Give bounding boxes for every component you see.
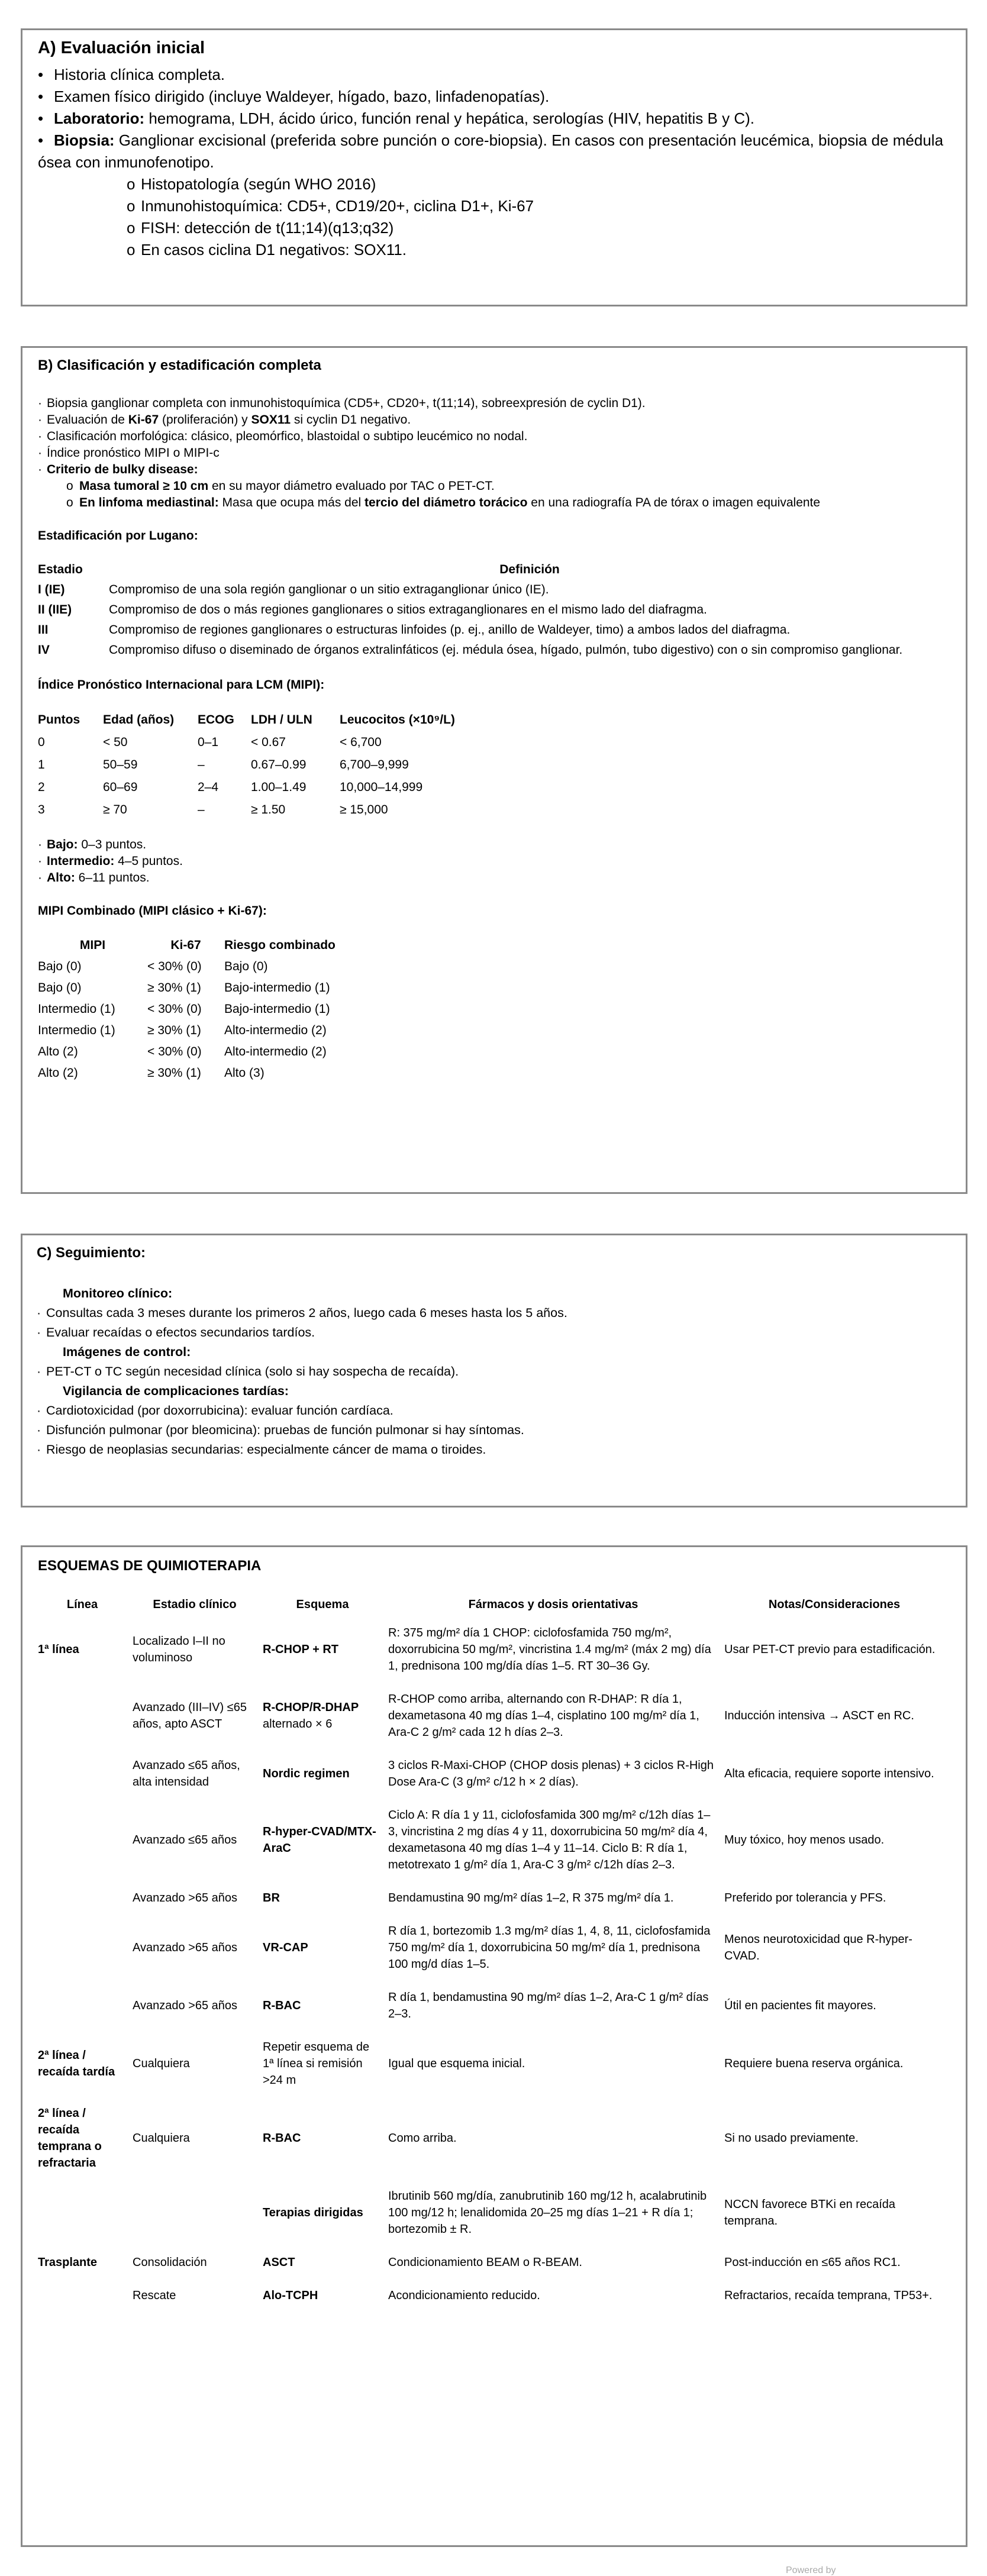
- table-row: [38, 1616, 950, 1683]
- column-header-notas: Notas/Consideraciones: [768, 1598, 901, 1611]
- list-item-text: [79, 496, 820, 509]
- stage-cell: IV: [38, 643, 50, 657]
- table-header-row: [38, 560, 950, 580]
- bullet-marker: o: [66, 479, 73, 493]
- esquema-cell: [263, 2180, 388, 2246]
- list-item-text: [47, 463, 198, 476]
- list-subitem: [38, 195, 950, 217]
- column-header-esquema: Esquema: [296, 1598, 349, 1611]
- text-segment: Biopsia:: [54, 131, 115, 149]
- chemo-schemes-table: [38, 1598, 950, 2312]
- table-cell: Bajo-intermedio (1): [224, 981, 330, 995]
- farmacos-cell: R día 1, bortezomib 1.3 mg/m² días 1, 4, 8, 11, ciclofosfamida 750 mg/m² día 1, doxorrubicina 50 mg/m² día 1, prednisona 100 mg/d días 1–5.: [388, 1925, 711, 1971]
- definition-cell: Compromiso de dos o más regiones ganglionares o sitios extraganglionares en el mismo lado del diafragma.: [109, 603, 707, 616]
- list-item: [38, 108, 950, 130]
- text-segment: en su mayor diámetro evaluado por TAC o PET-CT.: [208, 479, 495, 493]
- column-header-estadio: Estadio clínico: [153, 1598, 237, 1611]
- text-segment: en una radiografía PA de tórax o imagen equivalente: [527, 496, 821, 509]
- bullet-marker: o: [127, 219, 136, 237]
- list-item: [37, 1440, 951, 1460]
- farmacos-cell: Igual que esquema inicial.: [388, 2057, 525, 2070]
- linea-cell: [38, 1799, 133, 1881]
- section-clasificacion-estadificacion: [21, 346, 967, 1194]
- list-item: [37, 1284, 951, 1303]
- list-item-text: PET-CT o TC según necesidad clínica (solo si hay sospecha de recaída).: [46, 1364, 459, 1379]
- list-item-text: [47, 446, 220, 460]
- table-cell: < 50: [103, 735, 128, 749]
- bullet-marker: ·: [38, 463, 42, 476]
- estadio-cell: Consolidación: [133, 2256, 207, 2269]
- estadio-cell: Cualquiera: [133, 2057, 190, 2070]
- bullet-marker: •: [38, 66, 44, 83]
- table-row: [38, 1981, 950, 2031]
- definition-cell: Compromiso de una sola región ganglionar o un sitio extraganglionar único (IE).: [109, 583, 549, 596]
- table-cell: 10,000–14,999: [340, 780, 423, 794]
- text-segment: SOX11: [251, 413, 291, 427]
- table-row: [38, 2246, 950, 2279]
- bullet-marker: ·: [38, 854, 42, 868]
- list-item: [38, 495, 950, 511]
- estadio-cell: Avanzado ≤65 años: [133, 1833, 237, 1847]
- text-segment: alternado × 6: [263, 1718, 333, 1731]
- risk-text: 4–5 puntos.: [114, 854, 183, 868]
- table-cell: Alto-intermedio (2): [224, 1045, 327, 1058]
- table-header-cell: Edad (años): [103, 713, 175, 727]
- list-item-text: Imágenes de control:: [63, 1345, 191, 1359]
- esquema-cell: [263, 1915, 388, 1981]
- linea-cell: 1ª línea: [38, 1643, 79, 1656]
- text-segment: Criterio de bulky disease:: [47, 463, 198, 476]
- text-segment: Repetir esquema de 1ª línea si remisión >24 m: [263, 2041, 370, 2087]
- esquema-cell: [263, 1881, 388, 1915]
- text-segment: Ki-67: [128, 413, 159, 427]
- bullet-marker: ·: [37, 1306, 41, 1320]
- bullet-marker: ·: [38, 838, 42, 851]
- list-item-text: Consultas cada 3 meses durante los primeros 2 años, luego cada 6 meses hasta los 5 años.: [46, 1306, 567, 1320]
- table-row: [38, 600, 950, 620]
- table-row: [38, 640, 950, 660]
- risk-label: Intermedio:: [47, 854, 115, 868]
- table-cell: 0.67–0.99: [251, 758, 307, 771]
- table-header-cell: Leucocitos (×10⁹/L): [340, 713, 455, 727]
- text-segment: R-hyper-CVAD/MTX-AraC: [263, 1825, 376, 1855]
- table-row: [38, 977, 473, 999]
- text-segment: Evaluación de: [47, 413, 128, 427]
- text-segment: Historia clínica completa.: [54, 66, 225, 83]
- risk-text: 0–3 puntos.: [78, 838, 147, 851]
- linea-cell: [38, 2180, 133, 2246]
- linea-cell: [38, 1881, 133, 1915]
- notas-cell: Post-inducción en ≤65 años RC1.: [724, 2256, 901, 2269]
- mipi-combined-table: [38, 935, 473, 1084]
- estadio-cell: Avanzado >65 años: [133, 1999, 238, 2012]
- table-row: [38, 776, 523, 799]
- table-cell: 0–1: [198, 735, 219, 749]
- list-item-text: En casos ciclina D1 negativos: SOX11.: [141, 241, 407, 259]
- mipi-risk-list: [38, 837, 950, 886]
- esquema-cell: [263, 1799, 388, 1881]
- farmacos-cell: Como arriba.: [388, 2132, 457, 2145]
- list-item: [38, 445, 950, 461]
- table-cell: ≥ 30% (1): [147, 1024, 201, 1037]
- estadio-cell: [133, 2180, 263, 2246]
- text-segment: Nordic regimen: [263, 1767, 350, 1780]
- linea-cell: 2ª línea / recaída temprana o refractaria: [38, 2107, 102, 2170]
- stage-cell: III: [38, 623, 49, 637]
- text-segment: Examen físico dirigido (incluye Waldeyer, hígado, bazo, linfadenopatías).: [54, 88, 550, 105]
- table-cell: Bajo (0): [224, 960, 268, 973]
- table-row: [38, 731, 523, 754]
- table-cell: Alto (2): [38, 1045, 78, 1058]
- table-cell: Intermedio (1): [38, 1002, 115, 1016]
- text-segment: hemograma, LDH, ácido úrico, función renal y hepática, serologías (HIV, hepatitis B y C).: [144, 109, 754, 127]
- table-cell: < 0.67: [251, 735, 286, 749]
- section-a-title: A) Evaluación inicial: [38, 38, 205, 57]
- text-segment: (proliferación) y: [159, 413, 251, 427]
- text-segment: si cyclin D1 negativo.: [291, 413, 411, 427]
- section-evaluacion-inicial: [21, 28, 967, 306]
- section-c-list: [37, 1284, 951, 1460]
- mipi-c-heading: MIPI Combinado (MIPI clásico + Ki-67):: [38, 904, 267, 918]
- section-b-title: B) Clasificación y estadificación completa: [38, 357, 321, 373]
- list-subitem: [38, 217, 950, 239]
- risk-level-item: [38, 837, 950, 853]
- table-cell: 1.00–1.49: [251, 780, 307, 794]
- list-item-text: Riesgo de neoplasias secundarias: especialmente cáncer de mama o tiroides.: [46, 1442, 486, 1457]
- notas-cell: NCCN favorece BTKi en recaída temprana.: [724, 2198, 896, 2228]
- list-item-text: Monitoreo clínico:: [63, 1286, 173, 1300]
- text-segment: Biopsia ganglionar completa con inmunohistoquímica (CD5+, CD20+, t(11;14), sobreexpresión de cyclin D1).: [47, 396, 646, 410]
- table-header-row: [38, 1598, 950, 1616]
- list-subitem: [38, 173, 950, 195]
- table-header-row: [38, 709, 523, 731]
- esquema-cell: [263, 1616, 388, 1683]
- table-cell: < 30% (0): [147, 960, 202, 973]
- list-item-text: Histopatología (según WHO 2016): [141, 175, 376, 193]
- table-row: [38, 1683, 950, 1749]
- table-cell: –: [198, 803, 205, 816]
- bullet-marker: ·: [37, 1325, 41, 1339]
- list-item-text: [54, 88, 549, 105]
- table-cell: 0: [38, 735, 45, 749]
- linea-cell: Trasplante: [38, 2256, 98, 2269]
- table-cell: 3: [38, 803, 45, 816]
- table-header-cell: ECOG: [198, 713, 234, 727]
- linea-cell: 2ª línea / recaída tardía: [38, 2049, 115, 2078]
- list-item: [38, 395, 950, 412]
- table-cell: ≥ 15,000: [340, 803, 388, 816]
- lugano-staging-table: [38, 560, 950, 660]
- bullet-marker: o: [127, 197, 136, 215]
- table-cell: < 30% (0): [147, 1002, 202, 1016]
- table-header-row: [38, 935, 473, 956]
- table-cell: Alto (3): [224, 1066, 265, 1080]
- column-header-ki67: Ki-67: [170, 938, 201, 952]
- linea-cell: [38, 1981, 133, 2031]
- table-row: [38, 1041, 473, 1063]
- text-segment: Ganglionar excisional (preferida sobre punción o core-biopsia). En casos con presentación leucémica, biopsia de médula ósea con inmunofenotipo.: [38, 131, 944, 171]
- table-row: [38, 2097, 950, 2180]
- definition-cell: Compromiso difuso o diseminado de órganos extralinfáticos (ej. médula ósea, hígado, pulmón, tubo digestivo) con o sin compromiso ganglionar.: [109, 643, 903, 657]
- text-segment: VR-CAP: [263, 1941, 308, 1954]
- list-item-text: [47, 413, 411, 427]
- bullet-marker: •: [38, 109, 44, 127]
- definition-cell: Compromiso de regiones ganglionares o estructuras linfoides (p. ej., anillo de Waldeyer, timo) a ambos lados del diafragma.: [109, 623, 791, 637]
- bullet-marker: ·: [38, 413, 42, 427]
- estadio-cell: Avanzado ≤65 años, alta intensidad: [133, 1759, 240, 1789]
- notas-cell: Si no usado previamente.: [724, 2132, 859, 2145]
- section-c-title: C) Seguimiento:: [37, 1245, 146, 1261]
- list-item: [38, 478, 950, 495]
- chemo-table-body: [38, 1616, 950, 2312]
- list-item: [37, 1342, 951, 1362]
- table-cell: ≥ 30% (1): [147, 1066, 201, 1080]
- table-cell: 1: [38, 758, 45, 771]
- table-row: [38, 620, 950, 640]
- estadio-cell: Avanzado >65 años: [133, 1891, 238, 1904]
- text-segment: Clasificación morfológica: clásico, pleomórfico, blastoidal o subtipo leucémico no nodal.: [47, 430, 528, 443]
- table-cell: 50–59: [103, 758, 138, 771]
- notas-cell: Refractarios, recaída temprana, TP53+.: [724, 2289, 933, 2302]
- farmacos-cell: Acondicionamiento reducido.: [388, 2289, 540, 2302]
- estadio-cell: Avanzado (III–IV) ≤65 años, apto ASCT: [133, 1701, 247, 1731]
- stage-cell: II (IIE): [38, 603, 72, 616]
- mipi-score-table: [38, 709, 523, 821]
- table-row: [38, 2279, 950, 2312]
- bullet-marker: o: [127, 241, 136, 259]
- text-segment: Alo-TCPH: [263, 2289, 318, 2302]
- list-item-text: [54, 66, 225, 83]
- list-item: [37, 1303, 951, 1323]
- list-item: [37, 1381, 951, 1401]
- table-row: [38, 580, 950, 600]
- list-subitem: [38, 239, 950, 261]
- farmacos-cell: Condicionamiento BEAM o R-BEAM.: [388, 2256, 582, 2269]
- bullet-marker: •: [38, 131, 44, 149]
- notas-cell: Muy tóxico, hoy menos usado.: [724, 1833, 885, 1847]
- stage-cell: I (IE): [38, 583, 65, 596]
- text-segment: ASCT: [263, 2256, 295, 2269]
- mipi-table-body: [38, 731, 523, 821]
- risk-text: 6–11 puntos.: [75, 871, 150, 885]
- chemo-title: ESQUEMAS DE QUIMIOTERAPIA: [38, 1558, 262, 1574]
- list-item: [38, 428, 950, 445]
- table-row: [38, 999, 473, 1020]
- section-a-sublist: [38, 173, 950, 261]
- table-cell: Bajo (0): [38, 981, 82, 995]
- list-item-text: [47, 430, 527, 443]
- farmacos-cell: Bendamustina 90 mg/m² días 1–2, R 375 mg/m² día 1.: [388, 1891, 674, 1904]
- column-header-definicion: Definición: [499, 563, 560, 576]
- list-item: [38, 130, 950, 173]
- bullet-marker: ·: [37, 1364, 41, 1379]
- bullet-marker: ·: [37, 1442, 41, 1457]
- table-cell: Bajo-intermedio (1): [224, 1002, 330, 1016]
- table-cell: –: [198, 758, 205, 771]
- estadio-cell: Cualquiera: [133, 2132, 190, 2145]
- bullet-marker: ·: [38, 871, 42, 885]
- powered-by-watermark: Powered by: [786, 2565, 836, 2575]
- esquema-cell: [263, 2246, 388, 2279]
- mipi-combined-body: [38, 956, 473, 1084]
- linea-cell: [38, 1749, 133, 1799]
- list-item-text: Cardiotoxicidad (por doxorrubicina): evaluar función cardíaca.: [46, 1403, 393, 1418]
- text-segment: R-BAC: [263, 2132, 301, 2145]
- list-item-text: [54, 109, 754, 127]
- bullet-marker: o: [66, 496, 73, 509]
- bullet-marker: •: [38, 88, 44, 105]
- table-cell: Intermedio (1): [38, 1024, 115, 1037]
- farmacos-cell: R-CHOP como arriba, alternando con R-DHAP: R día 1, dexametasona 40 mg días 1–4, cisplatino 100 mg/m² día 1, Ara-C 2 g/m² cada 12 h días 2–3.: [388, 1693, 699, 1739]
- section-esquemas-quimioterapia: [21, 1545, 967, 2547]
- table-cell: ≥ 70: [103, 803, 127, 816]
- table-row: [38, 2031, 950, 2097]
- bullet-marker: ·: [37, 1403, 41, 1418]
- list-item-text: [38, 131, 943, 171]
- table-cell: 6,700–9,999: [340, 758, 409, 771]
- list-item: [37, 1362, 951, 1381]
- estadio-cell: Rescate: [133, 2289, 176, 2302]
- list-item-text: Disfunción pulmonar (por bleomicina): pruebas de función pulmonar si hay síntomas.: [46, 1423, 524, 1437]
- farmacos-cell: Ciclo A: R día 1 y 11, ciclofosfamida 300 mg/m² c/12h días 1–3, vincristina 2 mg días 4 y 11, doxorrubicina 50 mg/m² día 4, dexametasona 40 mg días 1–4 y 11–14. Ciclo B: R día 1, metotrexato 1 g/m² día 1, Ara-C 3 g/m² c/12h días 2–3.: [388, 1809, 711, 1871]
- table-row: [38, 799, 523, 821]
- mipi-heading: Índice Pronóstico Internacional para LCM (MIPI):: [38, 678, 325, 692]
- bullet-marker: ·: [38, 446, 42, 460]
- notas-cell: Útil en pacientes fit mayores.: [724, 1999, 876, 2012]
- farmacos-cell: R: 375 mg/m² día 1 CHOP: ciclofosfamida 750 mg/m², doxorrubicina 50 mg/m², vincristina 1.4 mg/m² (máx 2 mg) día 1, prednisona 100 mg/día días 1–5. RT 30–36 Gy.: [388, 1626, 711, 1673]
- table-cell: < 6,700: [340, 735, 382, 749]
- list-item: [38, 86, 950, 108]
- section-a-bullet-list: [38, 64, 950, 173]
- table-row: [38, 754, 523, 776]
- list-item: [38, 64, 950, 86]
- text-segment: Índice pronóstico MIPI o MIPI-c: [47, 446, 220, 460]
- text-segment: tercio del diámetro torácico: [365, 496, 528, 509]
- lugano-heading: Estadificación por Lugano:: [38, 529, 198, 543]
- column-header-riesgo: Riesgo combinado: [224, 938, 336, 952]
- list-item: [38, 412, 950, 428]
- text-segment: Terapias dirigidas: [263, 2206, 363, 2219]
- list-item: [37, 1401, 951, 1421]
- list-item: [37, 1421, 951, 1440]
- farmacos-cell: R día 1, bendamustina 90 mg/m² días 1–2, Ara-C 1 g/m² días 2–3.: [388, 1991, 709, 2020]
- text-segment: R-BAC: [263, 1999, 301, 2012]
- bullet-marker: ·: [37, 1423, 41, 1437]
- table-row: [38, 1915, 950, 1981]
- list-item: [37, 1323, 951, 1342]
- farmacos-cell: Ibrutinib 560 mg/día, zanubrutinib 160 mg/12 h, acalabrutinib 100 mg/12 h; lenalidomida 20–25 mg días 1–21 + R día 1; bortezomib ± R.: [388, 2190, 707, 2236]
- notas-cell: Alta eficacia, requiere soporte intensivo.: [724, 1767, 934, 1780]
- list-item-text: Inmunohistoquímica: CD5+, CD19/20+, ciclina D1+, Ki-67: [141, 197, 534, 215]
- notas-cell: Menos neurotoxicidad que R-hyper-CVAD.: [724, 1933, 912, 1962]
- text-segment: Laboratorio:: [54, 109, 145, 127]
- section-b-bullet-list: [38, 395, 950, 511]
- list-item-text: [47, 396, 646, 410]
- table-cell: Alto-intermedio (2): [224, 1024, 327, 1037]
- table-cell: 2–4: [198, 780, 219, 794]
- linea-cell: [38, 1915, 133, 1981]
- esquema-cell: [263, 2279, 388, 2312]
- list-item-text: Evaluar recaídas o efectos secundarios tardíos.: [46, 1325, 315, 1339]
- table-cell: 2: [38, 780, 45, 794]
- esquema-cell: [263, 1981, 388, 2031]
- table-row: [38, 1063, 473, 1084]
- table-row: [38, 956, 473, 977]
- text-segment: R-CHOP/R-DHAP: [263, 1701, 359, 1714]
- lugano-table-body: [38, 580, 950, 660]
- risk-level-item: [38, 853, 950, 870]
- esquema-cell: [263, 1683, 388, 1749]
- column-header-mipi: MIPI: [79, 938, 106, 952]
- table-row: [38, 2180, 950, 2246]
- table-cell: ≥ 1.50: [251, 803, 286, 816]
- table-row: [38, 1799, 950, 1881]
- table-cell: < 30% (0): [147, 1045, 202, 1058]
- table-cell: ≥ 30% (1): [147, 981, 201, 995]
- table-header-cell: LDH / ULN: [251, 713, 312, 727]
- bullet-marker: ·: [38, 396, 42, 410]
- risk-label: Alto:: [47, 871, 75, 885]
- linea-cell: [38, 1683, 133, 1749]
- column-header-linea: Línea: [66, 1598, 98, 1611]
- farmacos-cell: 3 ciclos R-Maxi-CHOP (CHOP dosis plenas) + 3 ciclos R-High Dose Ara-C (3 g/m² c/12 h × 2 días).: [388, 1759, 714, 1789]
- notas-cell: Requiere buena reserva orgánica.: [724, 2057, 904, 2070]
- esquema-cell: [263, 1749, 388, 1799]
- bullet-marker: o: [127, 175, 136, 193]
- text-segment: Masa tumoral ≥ 10 cm: [79, 479, 209, 493]
- text-segment: En linfoma mediastinal:: [79, 496, 219, 509]
- column-header-farmacos: Fármacos y dosis orientativas: [468, 1598, 638, 1611]
- linea-cell: [38, 2279, 133, 2312]
- list-item: [38, 461, 950, 478]
- section-seguimiento: [21, 1234, 967, 1507]
- table-row: [38, 1020, 473, 1041]
- table-row: [38, 1749, 950, 1799]
- list-item-text: [79, 479, 495, 493]
- notas-cell: Preferido por tolerancia y PFS.: [724, 1891, 886, 1904]
- risk-level-item: [38, 870, 950, 886]
- notas-cell: Inducción intensiva → ASCT en RC.: [724, 1709, 914, 1722]
- list-item-text: Vigilancia de complicaciones tardías:: [63, 1384, 289, 1398]
- bullet-marker: ·: [38, 430, 42, 443]
- text-segment: R-CHOP + RT: [263, 1643, 338, 1656]
- text-segment: BR: [263, 1891, 280, 1904]
- table-cell: Alto (2): [38, 1066, 78, 1080]
- esquema-cell: [263, 2031, 388, 2097]
- risk-label: Bajo:: [47, 838, 78, 851]
- list-item-text: FISH: detección de t(11;14)(q13;q32): [141, 219, 394, 237]
- table-row: [38, 1881, 950, 1915]
- column-header-estadio: Estadio: [38, 563, 83, 576]
- table-cell: 60–69: [103, 780, 138, 794]
- table-cell: Bajo (0): [38, 960, 82, 973]
- notas-cell: Usar PET-CT previo para estadificación.: [724, 1643, 936, 1656]
- estadio-cell: Avanzado >65 años: [133, 1941, 238, 1954]
- estadio-cell: Localizado I–II no voluminoso: [133, 1635, 225, 1664]
- table-header-cell: Puntos: [38, 713, 80, 727]
- text-segment: Masa que ocupa más del: [218, 496, 365, 509]
- esquema-cell: [263, 2097, 388, 2180]
